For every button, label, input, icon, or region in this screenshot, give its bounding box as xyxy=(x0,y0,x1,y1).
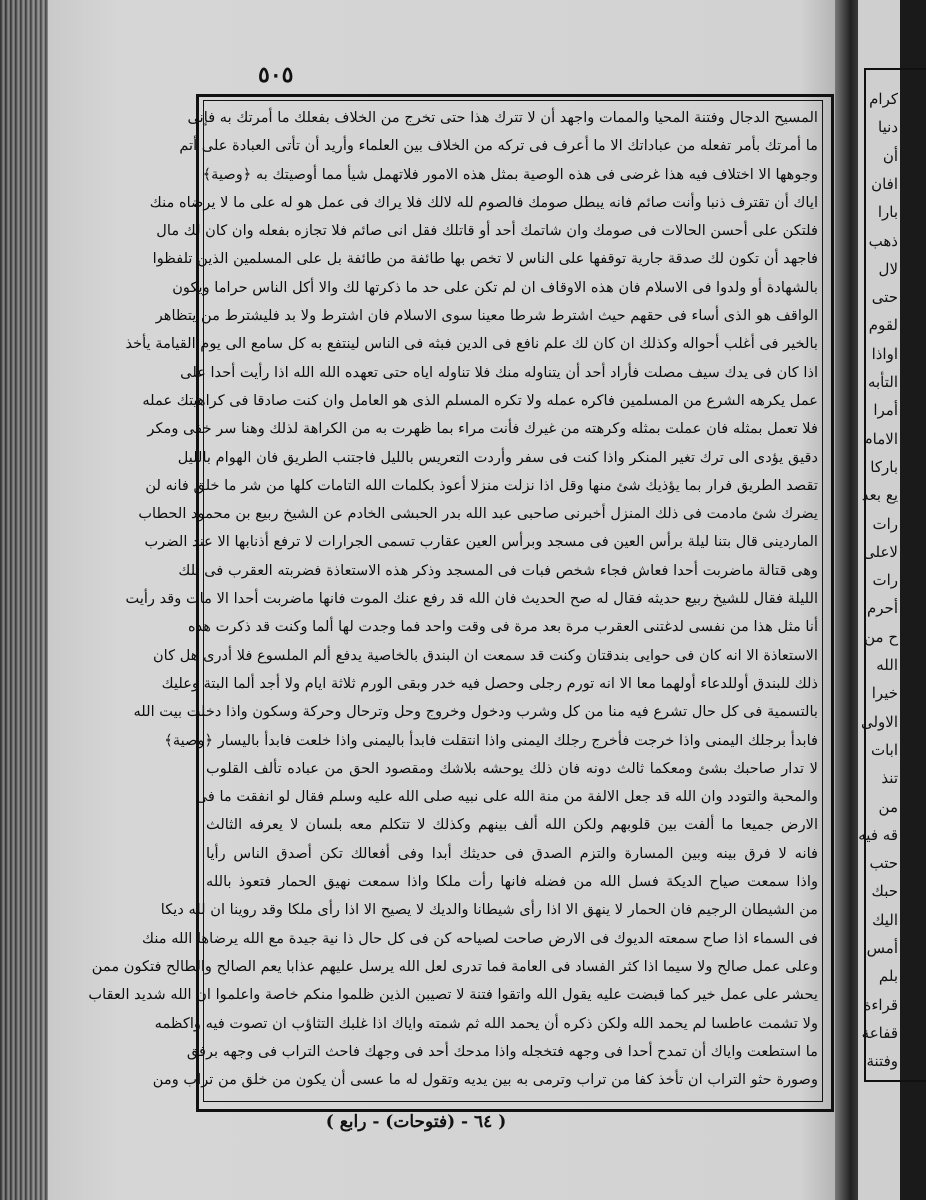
facing-page-fragment: التأبه xyxy=(867,373,898,391)
text-line: فلا تعمل بمثله فان عملت بمثله وكرهته من غيرك فأنت مراء بما ظهرت به من الكراهة لذلك وهنا سر خفى ومكر xyxy=(147,420,818,438)
text-line: ولا تشمت عاطسا لم يحمد الله ولكن ذكره أن يحمد الله ثم شمته واياك اذا غلبك التثاؤب ان تصوت فيه واكظمه xyxy=(154,1014,818,1032)
facing-page-fragment: أمرا xyxy=(873,401,898,420)
text-line: الليلة فقال للشيخ ربيع حديثه فقال له صح الحديث فان الله قد رفع عنك الموت فانها ماضربت أحدا الا مات وقد رأيت xyxy=(125,590,818,608)
facing-page-fragment: حتى xyxy=(871,288,898,307)
text-line: وهى قتالة ماضربت أحدا فعاش فجاء شخص فبات فى المسجد وذكر هذه الاستعاذة فضربته العقرب فى تلك xyxy=(178,561,818,579)
text-line: فاجهد أن تكون لك صدقة جارية توقفها على الناس لا تخص بها طائفة من طائفة بل على المسلمين الذين تلفظوا xyxy=(152,250,818,268)
footer-signature: ( ٦٤ - (فتوحات) - رابع ) xyxy=(325,1112,507,1132)
facing-page-fragment: الله xyxy=(876,656,898,674)
facing-page-fragment: تنذ xyxy=(881,769,898,788)
facing-page-fragment: الاولى xyxy=(860,712,898,731)
text-line: فى السماء اذا صاح سمعته الديوك فى الارض صاحت لصياحه كن فى كل حال ذا نية جيدة مع الله يرضاها الله منك xyxy=(142,929,818,947)
facing-page-fragment: الامام xyxy=(863,429,898,448)
text-line: وصورة حثو التراب ان تأخذ كفا من تراب وترمى به بين يديه وتقول له ما عسى أن يكون من خلق من تراب ومن xyxy=(152,1071,818,1089)
text-line: ذلك للبندق أوللدعاء أولهما معا الا انه تورم رجلى وحصل فيه خدر وبقى الورم ثلاثة ايام ولا أجد ألما البتة وعليك xyxy=(161,674,818,692)
text-line: ما استطعت واياك أن تمدح أحدا فى وجهه فتخجله واذا مدحك أحد فى وجهك فاحث التراب فى وجهه برفق xyxy=(186,1042,818,1060)
facing-page-fragment: أمس xyxy=(866,939,898,957)
facing-page-edge xyxy=(858,0,900,1200)
facing-page-fragment: بلم xyxy=(878,967,898,986)
facing-page-fragment: ح من xyxy=(864,627,898,646)
facing-page-fragment: لقوم xyxy=(868,316,898,335)
text-line: أنا مثل هذا من نفسى لدغتنى العقرب مرة بعد مرة فى وقت واحد فما وجدت لها ألما وكنت قد ذكرت هذه xyxy=(187,618,818,636)
text-line: بالتسمية فى كل حال تشرع فيه منا من كل وشرب ودخول وخروج وحل وترحال وحركة وسكون واذا دخلت بيت الله xyxy=(133,703,818,721)
text-line: الاستعاذة الا انه كان فى حوايى بندقتان وكنت قد سمعت ان البندق بالخاصية يدفع ألم الملسوع فلا أدرى هل كان xyxy=(152,646,818,664)
facing-page-fragment: حتب xyxy=(869,854,898,873)
text-line: اياك أن تقترف ذنبا وأنت صائم فانه يبطل صومك فالصوم لله لالك فلا يراك فى عمل هو له على ما لا يرضاه منك xyxy=(149,193,818,211)
text-line: لا تدار صاحبك بشئ ومعكما ثالث دونه فان ذلك يوحشه بلاشك ومقصود الحق من عباده تألف القلوب xyxy=(206,759,818,777)
facing-page-fragment: حبك xyxy=(871,882,898,901)
text-line: اذا كان فى يدك سيف مصلت فأراد أحد أن يتناوله منك فلا تناوله اياه حتى تعهده الله الله اذا رأيت أحدا على xyxy=(180,363,818,381)
facing-page-fragment: وفتنة xyxy=(866,1052,898,1071)
text-line: الواقف هو الذى أساء فى حقهم حيث اشترط شرطا معينا سوى الاسلام فان اشترط ولا بد فليشترط من يتظاهر xyxy=(155,307,818,325)
text-line: بالخير فى أغلب أحواله وكذلك ان كان لك علم نافع فى الدين فبثه فى الناس لينتفع به كل سامع الى يوم القيامة يأخذ xyxy=(125,335,818,353)
facing-page-fragment: أحرم xyxy=(866,599,898,618)
facing-page-fragment: باركا xyxy=(870,457,898,476)
text-line: المسيح الدجال وفتنة المحيا والممات واجهد أن لا تترك هذا حتى تخرج من الخلاف بفعلك ما أمرتك به فإنى xyxy=(187,109,818,126)
text-line: وجوهها الا اختلاف فيه هذا غرضى فى هذه الوصية بمثل هذه الامور فلاتهمل شيأ مما أوصيتك به ﴿وصية﴾ xyxy=(202,165,818,183)
facing-page-fragment: دنيا xyxy=(878,118,898,137)
facing-page-fragment: اواذا xyxy=(871,344,898,363)
text-line: فانه لا فرق بينه وبين المسارة والتزم الصدق فى حديثك أبدا وفى أفعالك تكن أصدق الناس رأيا xyxy=(206,844,818,862)
text-line: فلتكن على أحسن الحالات فى صومك وان شاتمك أحد أو قاتلك فقل انى صائم فلا تجازه بفعله وان كان لك مال xyxy=(156,222,818,240)
facing-page-fragment: بارا xyxy=(877,203,898,222)
facing-page-fragment: يع بعد xyxy=(861,486,898,505)
facing-page-fragment: قفاعة xyxy=(861,1023,898,1042)
text-line: تقصد الطريق فرار بما يؤذيك شئ منها وقل اذا نزلت منزلا أعوذ بكلمات الله التامات كلها من شر ما خلق فانه لن xyxy=(145,476,818,494)
main-text xyxy=(88,104,818,1096)
text-line: فابدأ برجلك اليمنى واذا خرجت فأخرج رجلك اليمنى واذا انتقلت فابدأ باليمنى واذا خلعت فابدأ باليسار ﴿وصية﴾ xyxy=(164,731,818,749)
text-line: عمل يكرهه الشرع من المسلمين فاكره عمله ولا تكره المسلم الذى هو العامل وان كنت صادقا فى كراهيتك عمله xyxy=(142,391,818,409)
text-line: دقيق يؤدى الى ترك تغير المنكر واذا كنت فى سفر وأردت التعريس بالليل فاجتنب الطريق فان الهوام بالليل xyxy=(177,448,818,466)
text-line: الارض جميعا ما ألفت بين قلوبهم ولكن الله ألف بينهم وكذلك لا تتكلم معه بلسان لا يعرفه الثالث xyxy=(206,816,818,834)
facing-page-fragment: قراءة xyxy=(863,995,898,1014)
page-number: ٥٠٥ xyxy=(258,62,294,88)
text-line: يحشر على عمل خير كما قبضت عليه يقول الله واتقوا فتنة لا تصيبن الذين ظلموا منكم خاصة واعلموا ان الله شديد العقاب xyxy=(88,986,818,1004)
facing-page-fragment: ابات xyxy=(870,740,898,759)
facing-page-fragment: ذهب xyxy=(868,231,898,250)
text-line: والمحبة والتودد وان الله قد جعل الالفة من منة الله على نبيه صلى الله عليه وسلم فقال لو انفقت ما فى xyxy=(195,788,818,806)
facing-page-fragment: رات xyxy=(872,571,898,590)
text-line: يضرك شئ مادمت فى ذلك المنزل أخبرنى صاحبى عبد الله بدر الحبشى الخادم عن الشيخ ربيع بن محمود الحطاب xyxy=(138,505,818,523)
text-line: واذا سمعت صياح الديكة فسل الله من فضله فانها رأت ملكا واذا سمعت نهيق الحمار فتعوذ بالله xyxy=(206,873,818,891)
text-line: من الشيطان الرجيم فان الحمار لا ينهق الا اذا رأى شيطانا والديك لا يصيح الا اذا رأى ملكا وقد روينا ان لله ديكا xyxy=(160,901,818,919)
facing-page-fragment: رات xyxy=(872,514,898,533)
facing-page-fragment: افان xyxy=(871,174,898,193)
facing-page-fragment: لال xyxy=(878,259,898,278)
text-line: وعلى عمل صالح ولا سيما اذا كثر الفساد فى العامة فما تدرى لعل الله يرسل عليهم عذابا يعم الصالح والطالح فتكون ممن xyxy=(91,957,818,975)
text-line: بالشهادة أو ولدوا فى الاسلام فان هذه الاوقاف ان لم تكن على حد ما ذكرتها لك والا أكل الناس حراما ويكون xyxy=(172,278,818,296)
text-line: ما أمرتك بأمر تفعله من عباداتك الا ما أعرف فى تركه من الخلاف بين العلماء وأريد أن تأتى العبادة على أتم xyxy=(179,137,818,155)
facing-page-fragment: لاعلى xyxy=(863,542,898,561)
facing-page-fragment: قه فيه xyxy=(858,825,898,844)
facing-page-fragment: أن xyxy=(882,146,898,165)
facing-page-fragment: كرام xyxy=(869,90,898,108)
text-line: الماردينى قال بتنا ليلة برأس العين فى مسجد وبرأس العين عقارب تسمى الجرارات لا ترفع أذنابها الا عند الضرب xyxy=(144,533,818,551)
page-stack-edge xyxy=(0,0,48,1200)
facing-page-fragment: خيرا xyxy=(871,684,898,703)
facing-page-fragment: اليك xyxy=(872,910,898,929)
facing-page-fragment: من xyxy=(878,797,898,816)
